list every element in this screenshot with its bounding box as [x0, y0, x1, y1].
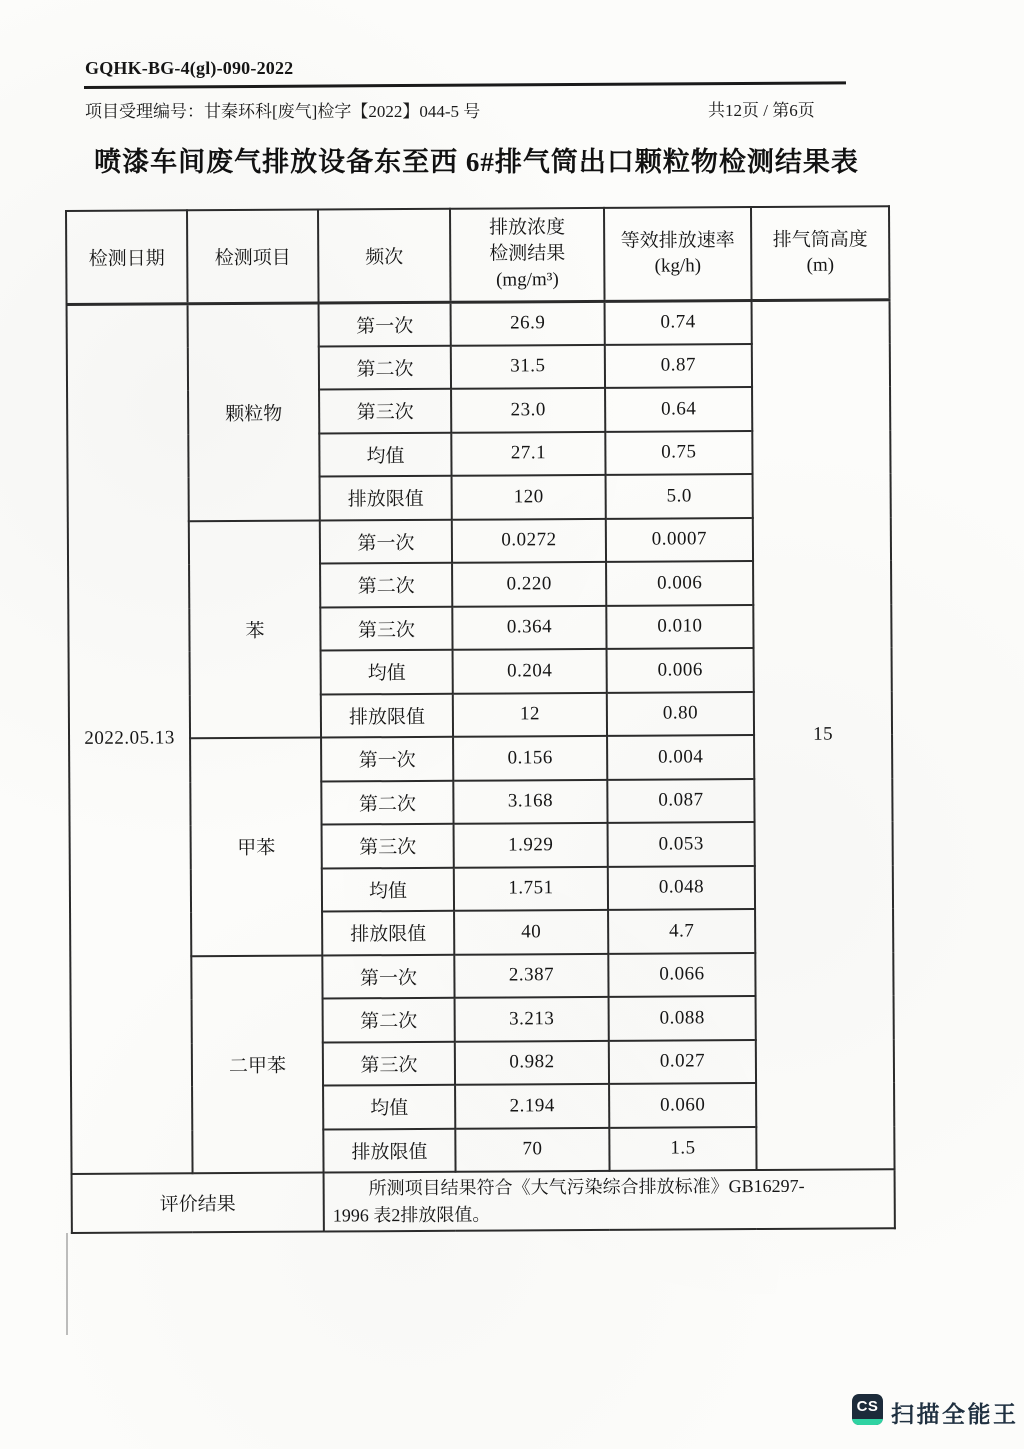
evaluation-label: 评价结果 [72, 1173, 324, 1233]
cell-rate: 0.80 [607, 692, 754, 736]
camscanner-app-name: 扫描全能王 [891, 1401, 1019, 1427]
table-header-row [66, 206, 890, 304]
header-concentration-unit: (mg/m³) [496, 269, 559, 291]
cell-rate: 5.0 [606, 474, 753, 518]
cell-rate: 0.027 [609, 1040, 756, 1084]
cell-freq: 第二次 [320, 563, 452, 607]
cell-item-benzene: 苯 [189, 520, 321, 738]
scan-artifact-line [66, 1233, 68, 1335]
page-number-info: 共12页 / 第6页 [708, 101, 815, 120]
cell-freq: 排放限值 [322, 911, 454, 955]
cell-conc: 26.9 [451, 301, 605, 345]
header-stack-height [751, 206, 890, 300]
camscanner-icon [852, 1394, 883, 1425]
cell-rate: 4.7 [608, 909, 755, 953]
cell-freq: 排放限值 [323, 1128, 455, 1172]
cell-rate: 0.004 [607, 735, 754, 779]
cell-conc: 23.0 [451, 388, 605, 432]
cell-item-xylene: 二甲苯 [191, 955, 323, 1173]
header-concentration-line1: 排放浓度 [489, 217, 566, 239]
header-concentration [450, 208, 605, 302]
cell-rate: 0.87 [605, 344, 752, 388]
camscanner-icon-accent-bar [852, 1419, 883, 1425]
cell-freq: 第一次 [320, 519, 452, 563]
results-table [65, 205, 896, 1234]
cell-conc: 1.929 [454, 823, 608, 867]
camscanner-watermark [852, 1394, 1019, 1428]
cell-item-particulate: 颗粒物 [188, 303, 320, 521]
cell-conc: 2.387 [454, 953, 608, 997]
cell-freq: 均值 [323, 1085, 455, 1129]
cell-rate: 0.087 [607, 779, 754, 823]
header-frequency: 频次 [318, 209, 451, 303]
cell-rate: 0.75 [605, 431, 752, 475]
cell-conc: 3.168 [453, 779, 607, 823]
table-row [67, 299, 890, 347]
cell-freq: 第二次 [323, 998, 455, 1042]
cell-rate: 0.060 [609, 1083, 756, 1127]
cell-conc: 2.194 [455, 1084, 609, 1128]
cell-rate: 0.048 [608, 866, 755, 910]
evaluation-result [324, 1169, 895, 1231]
camscanner-icon-letters: CS [856, 1398, 879, 1415]
acceptance-number: 项目受理编号：甘秦环科[废气]检字【2022】044-5 号 [85, 102, 481, 121]
cell-freq: 排放限值 [321, 693, 453, 737]
cell-rate: 0.74 [605, 300, 752, 344]
cell-freq: 均值 [321, 650, 453, 694]
header-rate-line1: 等效排放速率 [620, 230, 735, 253]
cell-rate: 1.5 [609, 1127, 756, 1171]
cell-freq: 第三次 [319, 389, 451, 433]
evaluation-result-text: 所测项目结果符合《大气污染综合排放标准》GB16297-1996 表2排放限值。 [332, 1175, 805, 1225]
cell-freq: 第一次 [321, 737, 453, 781]
evaluation-row [72, 1169, 895, 1233]
cell-rate: 0.053 [608, 822, 755, 866]
cell-conc: 3.213 [455, 997, 609, 1041]
cell-rate: 0.64 [605, 387, 752, 431]
header-stack-height-line1: 排气筒高度 [772, 229, 868, 252]
cell-conc: 0.156 [453, 736, 607, 780]
cell-conc: 0.204 [453, 649, 607, 693]
cell-rate: 0.088 [609, 996, 756, 1040]
cell-conc: 0.982 [455, 1040, 609, 1084]
cell-rate: 0.010 [606, 605, 753, 649]
header-item: 检测项目 [187, 210, 319, 304]
cell-conc: 27.1 [451, 431, 605, 475]
document-code: GQHK-BG-4(gl)-090-2022 [85, 58, 294, 78]
cell-conc: 0.220 [452, 562, 606, 606]
cell-freq: 第一次 [319, 302, 451, 346]
header-date: 检测日期 [66, 210, 188, 304]
cell-freq: 第三次 [320, 606, 452, 650]
cell-freq: 第二次 [321, 780, 453, 824]
header-rule-line [84, 81, 846, 88]
cell-freq: 排放限值 [320, 476, 452, 520]
results-table-container [65, 205, 894, 1234]
cell-conc: 31.5 [451, 344, 605, 388]
cell-conc: 0.0272 [452, 518, 606, 562]
header-stack-height-unit: (m) [806, 254, 835, 276]
cell-freq: 均值 [322, 867, 454, 911]
header-concentration-line2: 检测结果 [489, 243, 566, 265]
cell-freq: 第一次 [322, 954, 454, 998]
cell-test-date: 2022.05.13 [67, 303, 193, 1174]
cell-freq: 第二次 [319, 345, 451, 389]
cell-freq: 第三次 [322, 824, 454, 868]
cell-freq: 第三次 [323, 1041, 455, 1085]
header-rate [604, 207, 752, 301]
cell-conc: 1.751 [454, 866, 608, 910]
cell-conc: 40 [454, 910, 608, 954]
cell-rate: 0.006 [607, 648, 754, 692]
header-rate-unit: (kg/h) [654, 255, 702, 277]
report-title: 喷漆车间废气排放设备东至西 6#排气筒出口颗粒物检测结果表 [94, 147, 859, 177]
cell-rate: 0.0007 [606, 518, 753, 562]
cell-conc: 12 [453, 692, 607, 736]
cell-conc: 0.364 [452, 605, 606, 649]
cell-freq: 均值 [319, 432, 451, 476]
cell-rate: 0.006 [606, 561, 753, 605]
cell-rate: 0.066 [608, 953, 755, 997]
cell-conc: 120 [452, 475, 606, 519]
cell-stack-height: 15 [752, 299, 895, 1170]
cell-conc: 70 [455, 1127, 609, 1171]
cell-item-toluene: 甲苯 [190, 738, 322, 956]
